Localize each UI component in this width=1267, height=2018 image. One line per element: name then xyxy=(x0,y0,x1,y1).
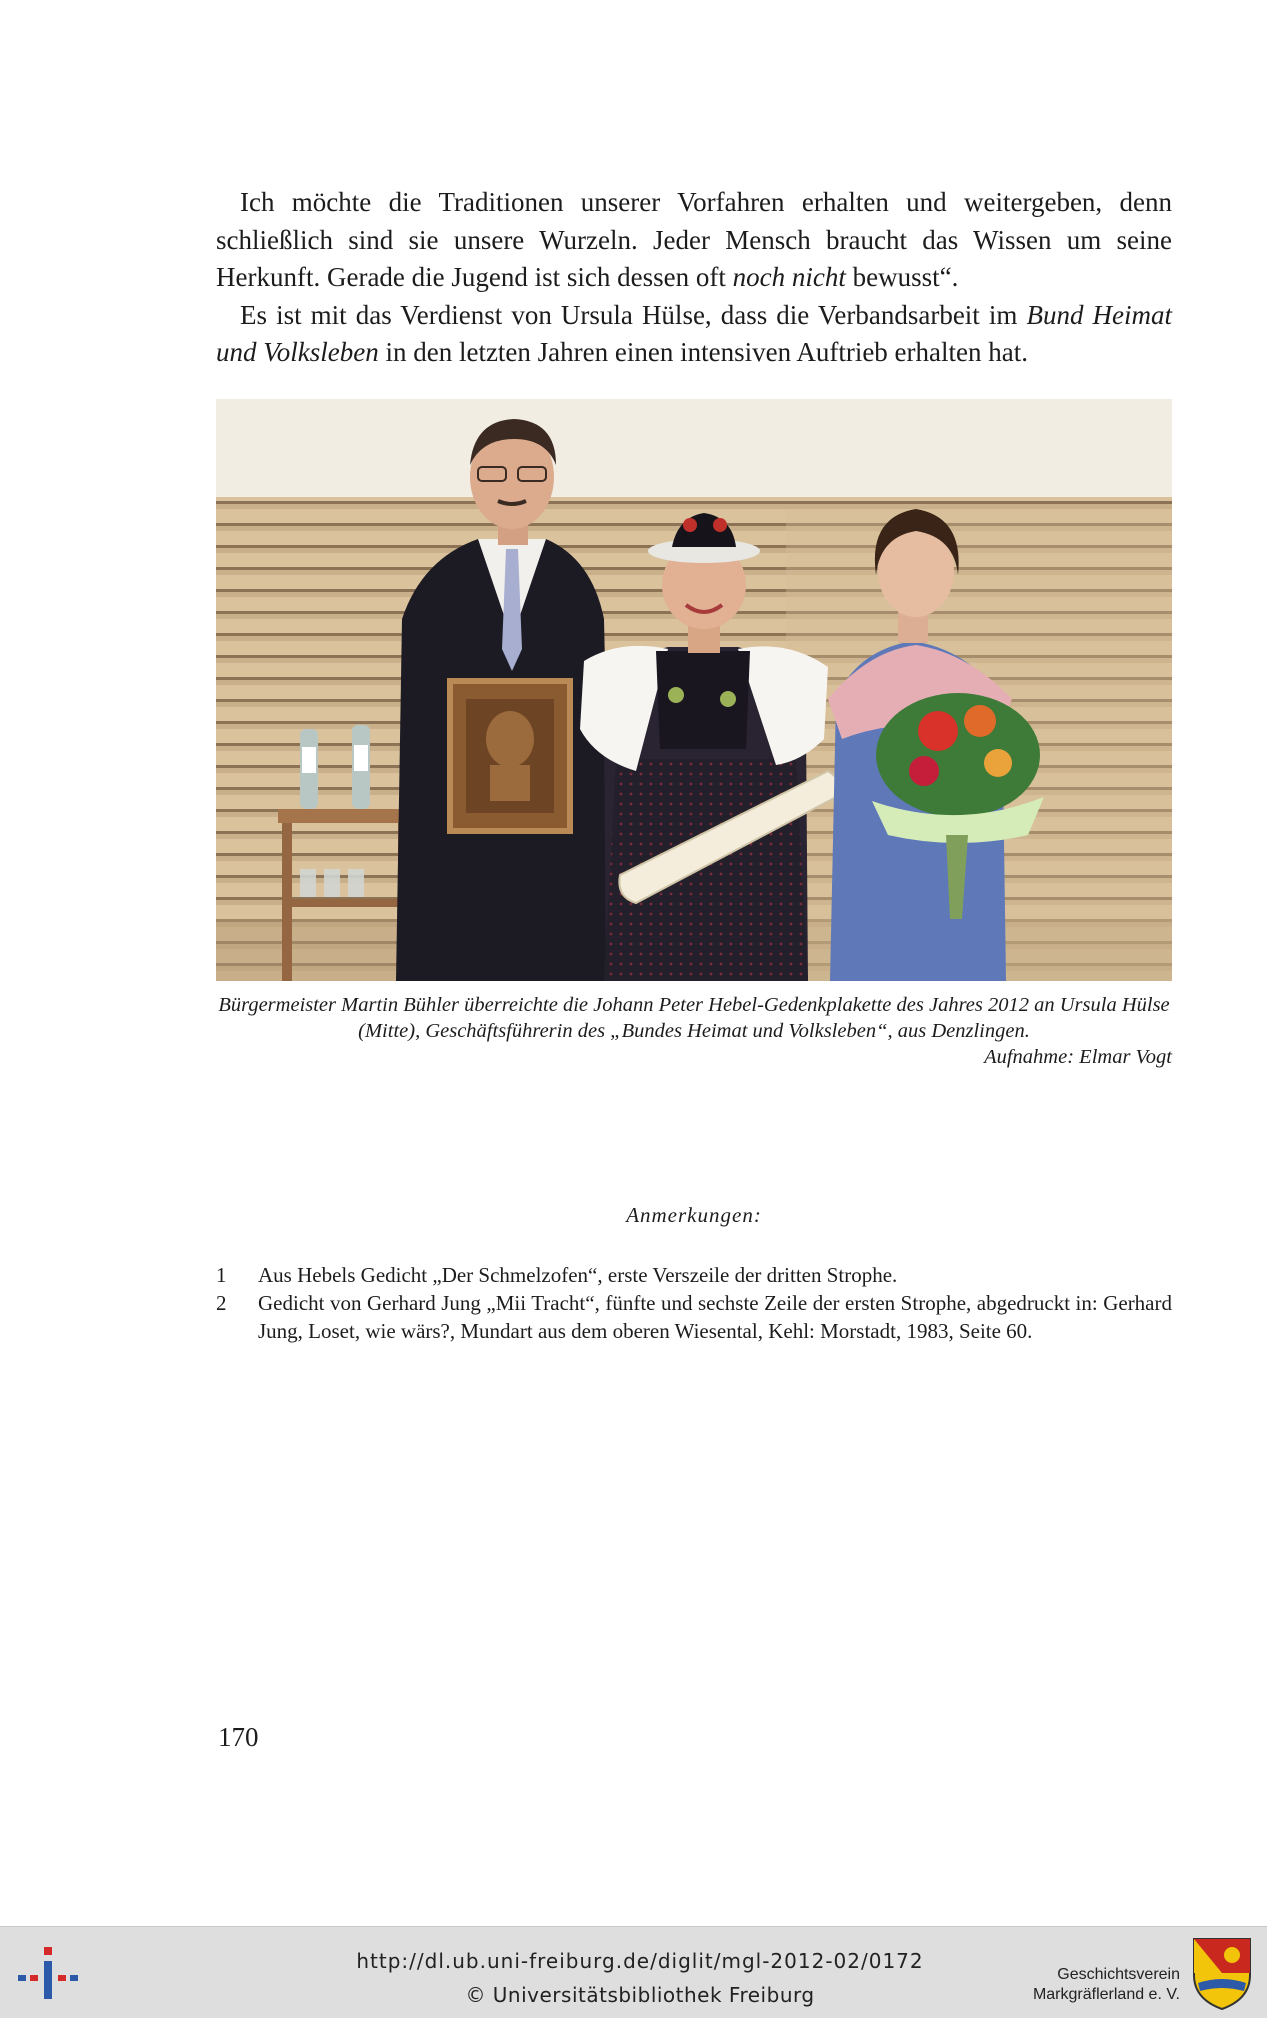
coat-of-arms-icon[interactable] xyxy=(1190,1935,1254,2011)
society-name-line-1: Geschichtsverein xyxy=(1057,1966,1180,1983)
footnote-1 xyxy=(216,1261,1172,1289)
paragraph-2 xyxy=(216,297,1172,372)
caption-text: Bürgermeister Martin Bühler überreichte die Johann Peter Hebel-Gedenkplakette des Jahres 2012 an Ursula Hülse (Mitte), Geschäftsführerin des „Bundes Heimat und Volksleben“, aus Denzlingen. xyxy=(218,994,1170,1042)
library-logo-icon[interactable] xyxy=(16,1945,80,2001)
footnote-2 xyxy=(216,1289,1172,1345)
body-text xyxy=(216,184,1172,372)
society-name-line-2: Markgräflerland e. V. xyxy=(1032,1986,1180,2003)
paragraph-1 xyxy=(216,184,1172,297)
paragraph-2-emphasis: Bund Heimat und Volksleben xyxy=(216,299,1172,367)
footnote-number: 1 xyxy=(216,1263,227,1287)
award-photo xyxy=(216,399,1172,981)
digitization-footer xyxy=(0,1926,1267,2018)
notes-heading: Anmerkungen: xyxy=(626,1203,762,1227)
society-name xyxy=(1000,1965,1180,2005)
footnote-number: 2 xyxy=(216,1291,227,1315)
document-url-link[interactable]: http://dl.ub.uni-freiburg.de/diglit/mgl-2012-02/0172 xyxy=(356,1949,924,1973)
paragraph-1-emphasis: noch nicht xyxy=(732,262,846,292)
paragraph-2-end: in den letzten Jahren einen intensiven Auftrieb erhalten hat. xyxy=(378,337,1028,367)
page-number: 170 xyxy=(218,1722,259,1752)
copyright-notice: © Universitätsbibliothek Freiburg xyxy=(465,1983,815,2007)
footnotes xyxy=(216,1261,1172,1345)
paragraph-1-text: Ich möchte die Traditionen unserer Vorfahren erhalten und weitergeben, denn schließlich sind sie unsere Wurzeln. Jeder Mensch braucht das Wissen um seine Herkunft. Gerade die Jugend ist sich dessen oft xyxy=(216,187,1172,292)
photo-credit: Aufnahme: Elmar Vogt xyxy=(984,1046,1172,1068)
footnote-text: Aus Hebels Gedicht „Der Schmelzofen“, erste Verszeile der dritten Strophe. xyxy=(258,1263,898,1287)
photo-caption xyxy=(216,992,1172,1070)
paragraph-1-end: bewusst“. xyxy=(845,262,959,292)
paragraph-2-text: Es ist mit das Verdienst von Ursula Hülse, dass die Verbandsarbeit im xyxy=(240,299,1027,330)
footnote-text: Gedicht von Gerhard Jung „Mii Tracht“, fünfte und sechste Zeile der ersten Strophe, abgedruckt in: Gerhard Jung, Loset, wie wärs?, Mundart aus dem oberen Wiesental, Kehl: Morstadt, 1983, Seite 60. xyxy=(258,1291,1172,1343)
